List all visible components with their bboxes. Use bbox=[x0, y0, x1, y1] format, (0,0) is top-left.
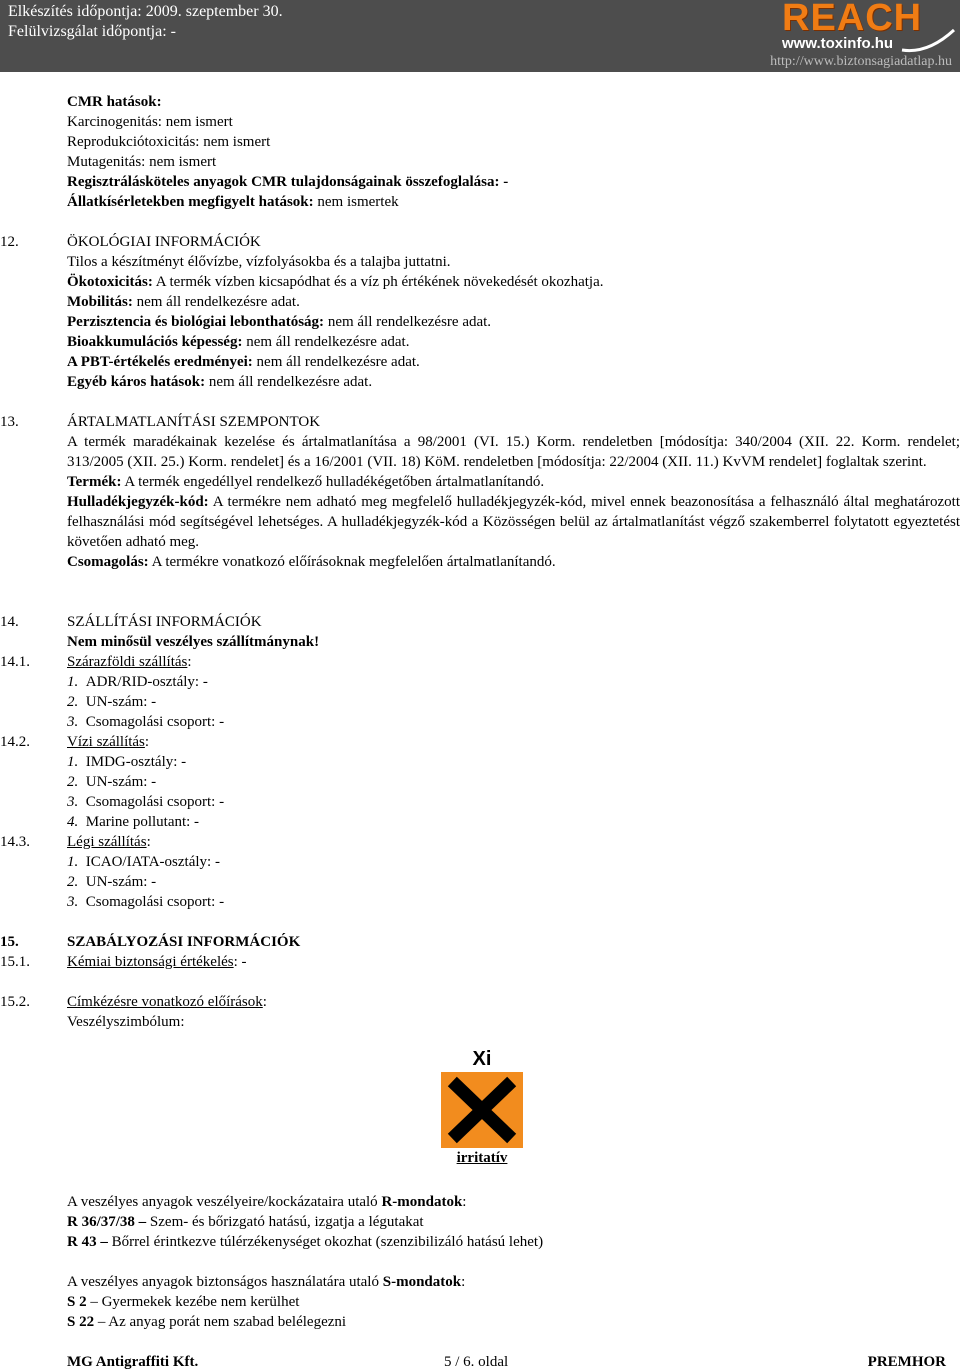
toxinfo-url: www.toxinfo.hu bbox=[782, 35, 894, 52]
mobility: Mobilitás: nem áll rendelkezésre adat. bbox=[67, 294, 300, 310]
cmr-heading: CMR hatások: bbox=[67, 94, 162, 110]
reach-logo: REACH bbox=[782, 0, 923, 39]
product-disposal: Termék: A termék engedéllyel rendelkező hulladékégetőben ártalmatlanítandó. bbox=[67, 474, 545, 490]
pictogram-caption: irritatív bbox=[456, 1150, 508, 1166]
water-transport: Vízi szállítás: 1. IMDG-osztály: - 2. UN-szám: - 3. Csomagolási csoport: - 4. Marine pollutant: - bbox=[67, 732, 960, 832]
section-14-title: SZÁLLÍTÁSI INFORMÁCIÓK bbox=[67, 614, 262, 630]
cmr-mutagenicity: Mutagenitás: nem ismert bbox=[67, 154, 217, 170]
footer-page-number: 5 / 6. oldal bbox=[444, 1354, 509, 1370]
section-15-2-number: 15.2. bbox=[0, 994, 30, 1010]
x-cross-icon bbox=[441, 1072, 523, 1148]
section-14-number: 14. bbox=[0, 614, 19, 630]
s-phrase-2: S 22 – Az anyag porát nem szabad belélegezni bbox=[67, 1314, 347, 1330]
s-phrases bbox=[67, 1272, 960, 1332]
air-item-2: 2. UN-szám: - bbox=[67, 874, 157, 890]
section-13 bbox=[67, 412, 960, 572]
section-15-title: SZABÁLYOZÁSI INFORMÁCIÓK bbox=[67, 934, 301, 950]
labelling: Címkézésre vonatkozó előírások: Veszélyszimbólum: bbox=[67, 992, 960, 1032]
chemical-safety: Kémiai biztonsági értékelés: - bbox=[67, 954, 247, 970]
section-14 bbox=[67, 612, 960, 652]
footer-brand: PREMHOR bbox=[867, 1354, 946, 1370]
other-effects: Egyéb káros hatások: nem áll rendelkezésre adat. bbox=[67, 374, 373, 390]
irritant-pictogram bbox=[440, 1048, 524, 1168]
section-13-intro: A termék maradékainak kezelése és ártalmatlanítása a 98/2001 (VI. 15.) Korm. rendeletben [módosítja: 340/2004 (XII. 22. Korm. rendelet; 313/2005 (XII. 25.) Korm. rendelet] és a 16/2001 (VII. 18) KöM. rendeletben [módosítja: 22/2004 (XII. 11.) KvVM rendelet] foglaltak szerint. bbox=[67, 434, 960, 470]
r-phrases bbox=[67, 1192, 960, 1252]
r-phrase-2: R 43 – Bőrrel érintkezve túlérzékenységet okozhat (szenzibilizáló hatású lehet) bbox=[67, 1234, 544, 1250]
land-item-3: 3. Csomagolási csoport: - bbox=[67, 714, 225, 730]
site-url: http://www.biztonsagiadatlap.hu bbox=[770, 54, 952, 69]
footer-company: MG Antigraffiti Kft. bbox=[67, 1354, 199, 1370]
air-label: Légi szállítás bbox=[67, 834, 147, 850]
s-phrases-intro: A veszélyes anyagok biztonságos használatára utaló S-mondatok: bbox=[67, 1274, 466, 1290]
air-number: 14.3. bbox=[0, 834, 30, 850]
page-header bbox=[0, 0, 960, 72]
water-item-2: 2. UN-szám: - bbox=[67, 774, 157, 790]
cmr-carcinogenicity: Karcinogenitás: nem ismert bbox=[67, 114, 233, 130]
water-item-1: 1. IMDG-osztály: - bbox=[67, 754, 187, 770]
section-15 bbox=[67, 932, 960, 952]
transport-note: Nem minősül veszélyes szállítmánynak! bbox=[67, 634, 320, 650]
hazard-symbol-label: Veszélyszimbólum: bbox=[67, 1014, 185, 1030]
pbt-assessment: A PBT-értékelés eredményei: nem áll rendelkezésre adat. bbox=[67, 354, 420, 370]
cmr-section bbox=[67, 92, 960, 212]
land-transport: Szárazföldi szállítás: 1. ADR/RID-osztály: - 2. UN-szám: - 3. Csomagolási csoport: - bbox=[67, 652, 960, 732]
pictogram-code: Xi bbox=[472, 1048, 492, 1070]
water-label: Vízi szállítás bbox=[67, 734, 145, 750]
waste-code: Hulladékjegyzék-kód: A termékre nem adható meg megfelelő hulladékjegyzék-kód, mivel ennek beazonosítása a felhasználó által meghatározott felhasználási mód segítségével lehetséges. A hulladékjegyzék-kód a Közösségen belül az ártalmatlanítást végző szakemberrel folytatott egyeztetést követően adható meg. bbox=[67, 494, 960, 550]
land-label: Szárazföldi szállítás bbox=[67, 654, 188, 670]
persistence: Perzisztencia és biológiai lebonthatóság: nem áll rendelkezésre adat. bbox=[67, 314, 492, 330]
section-15-number: 15. bbox=[0, 934, 19, 950]
land-item-1: 1. ADR/RID-osztály: - bbox=[67, 674, 208, 690]
air-transport: Légi szállítás: 1. ICAO/IATA-osztály: - 2. UN-szám: - 3. Csomagolási csoport: - bbox=[67, 832, 960, 912]
r-phrase-1: R 36/37/38 – Szem- és bőrizgató hatású, izgatja a légutakat bbox=[67, 1214, 424, 1230]
packaging-disposal: Csomagolás: A termékre vonatkozó előírásoknak megfelelően ártalmatlanítandó. bbox=[67, 554, 556, 570]
land-number: 14.1. bbox=[0, 654, 30, 670]
bioaccumulation: Bioakkumulációs képesség: nem áll rendelkezésre adat. bbox=[67, 334, 410, 350]
section-13-title: ÁRTALMATLANÍTÁSI SZEMPONTOK bbox=[67, 414, 321, 430]
cmr-summary: Regisztrálásköteles anyagok CMR tulajdonságainak összefoglalása: - bbox=[67, 174, 509, 190]
water-item-4: 4. Marine pollutant: - bbox=[67, 814, 200, 830]
land-item-2: 2. UN-szám: - bbox=[67, 694, 157, 710]
section-12-number: 12. bbox=[0, 234, 19, 250]
revised-date: Felülvizsgálat időpontja: - bbox=[8, 23, 176, 40]
air-item-3: 3. Csomagolási csoport: - bbox=[67, 894, 225, 910]
section-12-intro: Tilos a készítményt élővízbe, vízfolyásokba és a talajba juttatni. bbox=[67, 254, 451, 270]
water-item-3: 3. Csomagolási csoport: - bbox=[67, 794, 225, 810]
s-phrase-1: S 2 – Gyermekek kezébe nem kerülhet bbox=[67, 1294, 300, 1310]
page-footer bbox=[0, 1352, 960, 1372]
r-phrases-intro: A veszélyes anyagok veszélyeire/kockázataira utaló R-mondatok: bbox=[67, 1194, 467, 1210]
section-13-number: 13. bbox=[0, 414, 19, 430]
section-15-1-number: 15.1. bbox=[0, 954, 30, 970]
water-number: 14.2. bbox=[0, 734, 30, 750]
ecotoxicity: Ökotoxicitás: A termék vízben kicsapódhat és a víz ph értékének növekedését okozhatja. bbox=[67, 274, 604, 290]
cmr-animal: Állatkísérletekben megfigyelt hatások: nem ismertek bbox=[67, 194, 399, 210]
section-12 bbox=[67, 232, 960, 392]
air-item-1: 1. ICAO/IATA-osztály: - bbox=[67, 854, 220, 870]
prepared-date: Elkészítés időpontja: 2009. szeptember 30. bbox=[8, 3, 283, 20]
labelling-label: Címkézésre vonatkozó előírások bbox=[67, 994, 263, 1010]
section-12-title: ÖKOLÓGIAI INFORMÁCIÓK bbox=[67, 234, 261, 250]
cmr-reprotoxicity: Reprodukciótoxicitás: nem ismert bbox=[67, 134, 271, 150]
swoosh-icon bbox=[900, 28, 956, 54]
